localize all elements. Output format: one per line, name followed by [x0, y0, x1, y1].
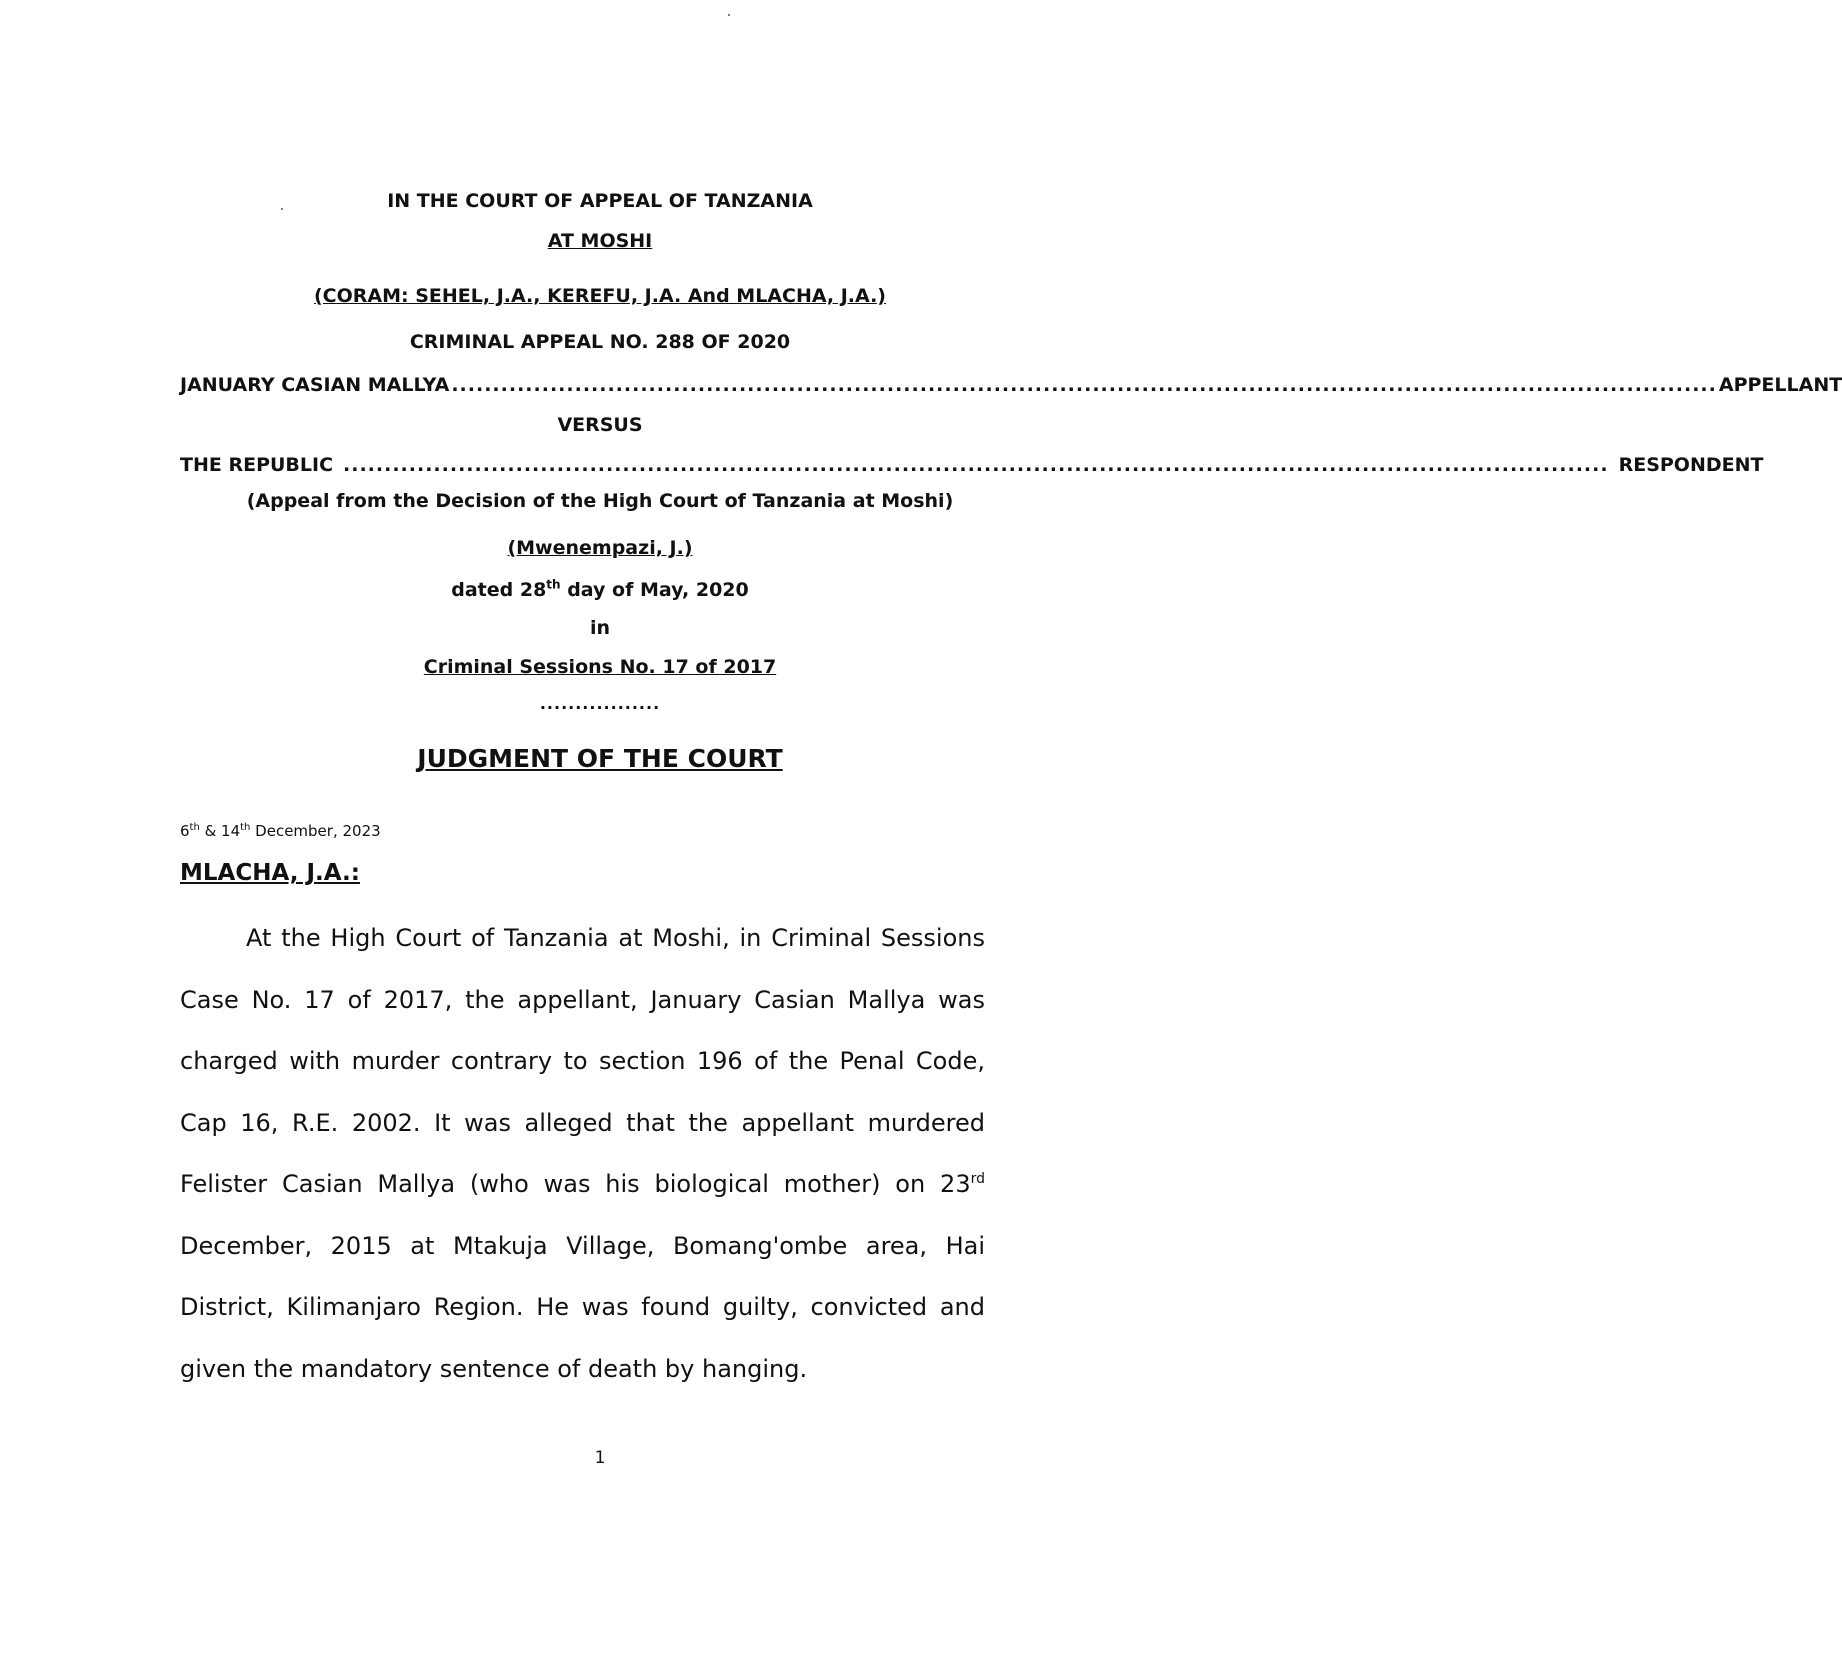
separator-dots: .................	[539, 694, 661, 713]
in-label: in	[589, 617, 611, 639]
paragraph-ordinal-suffix: rd	[970, 1171, 985, 1187]
appellant-line	[180, 374, 1842, 400]
versus: VERSUS	[557, 414, 643, 436]
judgment-author: MLACHA, J.A.:	[180, 860, 360, 886]
decision-date-prefix: dated 28	[451, 579, 547, 601]
decision-date-rest: day of May, 2020	[560, 579, 749, 601]
leader-dots: ..........................................................................................................................................................	[343, 454, 1609, 476]
paragraph-text-part-2: December, 2015 at Mtakuja Village, Bomang'ombe area, Hai District, Kilimanjaro Region. He was found guilty, convicted and given the mandatory sentence of death by hanging.	[180, 1231, 985, 1383]
date-day-1-suffix: th	[189, 822, 200, 833]
decision-date	[150, 579, 1050, 601]
high-court-judge: (Mwenempazi, J.)	[507, 537, 693, 559]
criminal-sessions: Criminal Sessions No. 17 of 2017	[423, 656, 777, 678]
respondent-line	[180, 454, 1764, 480]
judgment-paragraph	[180, 908, 985, 1400]
leader-dots: ..........................................................................................................................................................	[451, 374, 1717, 396]
court-location: AT MOSHI	[547, 230, 653, 252]
respondent-role: RESPONDENT	[1618, 454, 1764, 476]
decision-date-suffix: th	[546, 577, 561, 592]
date-day-2: & 14	[199, 822, 241, 840]
page-number: 1	[594, 1448, 606, 1468]
date-month-year: December, 2023	[250, 822, 381, 840]
hearing-dates	[180, 822, 381, 840]
scan-speck	[728, 14, 730, 16]
date-day-1: 6	[180, 822, 190, 840]
appellant-role: APPELLANT	[1718, 374, 1842, 396]
case-number: CRIMINAL APPEAL NO. 288 OF 2020	[409, 331, 791, 353]
coram: (CORAM: SEHEL, J.A., KEREFU, J.A. And MLACHA, J.A.)	[314, 285, 886, 307]
judgment-title: JUDGMENT OF THE COURT	[417, 744, 783, 773]
appeal-from: (Appeal from the Decision of the High Court of Tanzania at Moshi)	[246, 490, 954, 512]
court-name: IN THE COURT OF APPEAL OF TANZANIA	[387, 190, 813, 212]
paragraph-text-part-1: At the High Court of Tanzania at Moshi, in Criminal Sessions Case No. 17 of 2017, the appellant, January Casian Mallya was charged with murder contrary to section 196 of the Penal Code, Cap 16, R.E. 2002. It was alleged that the appellant murdered Felister Casian Mallya (who was his biological mother) on 23	[180, 924, 985, 1198]
respondent-name: THE REPUBLIC	[180, 454, 334, 476]
date-day-2-suffix: th	[240, 822, 251, 833]
appellant-name: JANUARY CASIAN MALLYA	[180, 374, 450, 396]
